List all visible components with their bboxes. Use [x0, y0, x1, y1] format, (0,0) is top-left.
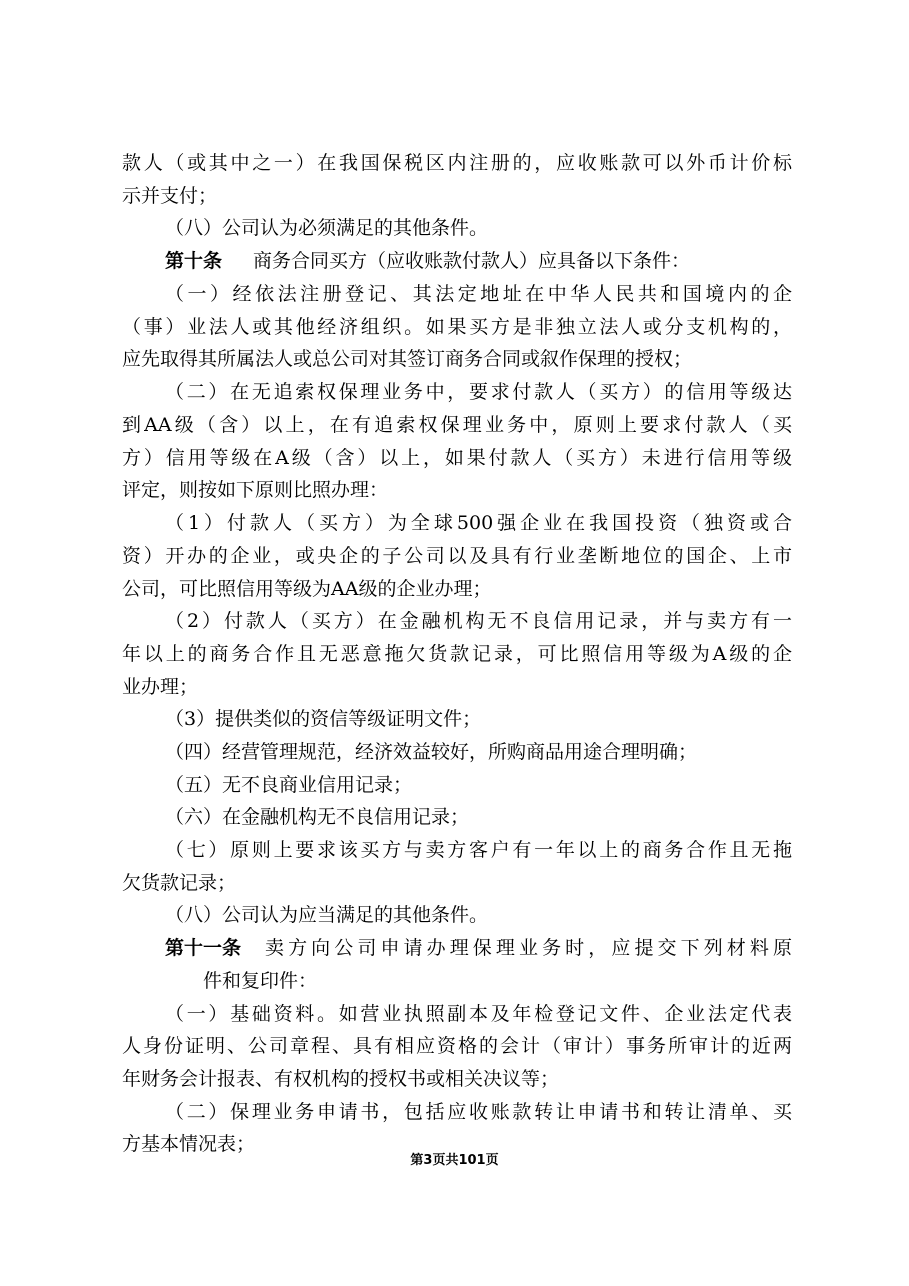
text-line: 件和复印件：: [203, 970, 318, 992]
text-line: 业办理；: [122, 676, 199, 698]
text-line: 年财务会计报表、有权机构的授权书或相关决议等；: [122, 1068, 560, 1090]
text-line: 应先取得其所属法人或总公司对其签订商务合同或叙作保理的授权；: [122, 348, 693, 370]
article-heading: 第十条: [165, 250, 223, 272]
text-line: （七）原则上要求该买方与卖方客户有一年以上的商务合作且无拖: [165, 839, 792, 861]
text-line: 示并支付；: [122, 185, 218, 207]
text-line: 方）信用等级在A级（含）以上，如果付款人（买方）未进行信用等级: [122, 447, 792, 469]
text-line: （六）在金融机构无不良信用记录；: [165, 806, 470, 828]
text-line: （八）公司认为必须满足的其他条件。: [165, 217, 489, 239]
text-line: （五）无不良商业信用记录；: [165, 774, 413, 796]
text-line: （四）经营管理规范，经济效益较好，所购商品用途合理明确；: [165, 741, 698, 763]
text-line: （2）付款人（买方）在金融机构无不良信用记录，并与卖方有一: [165, 610, 792, 632]
text-line: （八）公司认为应当满足的其他条件。: [165, 904, 489, 926]
text-line: 方基本情况表；: [122, 1133, 256, 1155]
text-line: 资）开办的企业，或央企的子公司以及具有行业垄断地位的国企、上市: [122, 545, 792, 567]
text-line: 卖方向公司申请办理保理业务时，应提交下列材料原: [265, 937, 792, 959]
article-heading: 第十一条: [165, 937, 242, 959]
text-line: 年以上的商务合作且无恶意拖欠货款记录，可比照信用等级为A级的企: [122, 643, 792, 665]
text-line: （一）经依法注册登记、其法定地址在中华人民共和国境内的企: [165, 283, 792, 305]
text-line: （1）付款人（买方）为全球500强企业在我国投资（独资或合: [165, 512, 792, 534]
text-line: 到AA级（含）以上，在有追索权保理业务中，原则上要求付款人（买: [122, 414, 792, 436]
text-line: 公司，可比照信用等级为AA级的企业办理；: [122, 578, 492, 600]
text-line: （3）提供类似的资信等级证明文件；: [165, 708, 482, 730]
page-footer: 第3页共101页: [410, 1153, 499, 1168]
text-line: （二）保理业务申请书，包括应收账款转让申请书和转让清单、买: [165, 1101, 792, 1123]
text-line: 商务合同买方（应收账款付款人）应具备以下条件：: [253, 250, 691, 272]
text-line: 欠货款记录；: [122, 872, 237, 894]
text-line: （一）基础资料。如营业执照副本及年检登记文件、企业法定代表: [165, 1003, 792, 1025]
text-line: 评定，则按如下原则比照办理：: [122, 479, 389, 501]
text-line: （事）业法人或其他经济组织。如果买方是非独立法人或分支机构的，: [122, 316, 792, 338]
text-line: 款人（或其中之一）在我国保税区内注册的，应收账款可以外币计价标: [122, 152, 792, 174]
text-line: （二）在无追索权保理业务中，要求付款人（买方）的信用等级达: [165, 381, 792, 403]
text-line: 人身份证明、公司章程、具有相应资格的会计（审计）事务所审计的近两: [122, 1035, 792, 1057]
